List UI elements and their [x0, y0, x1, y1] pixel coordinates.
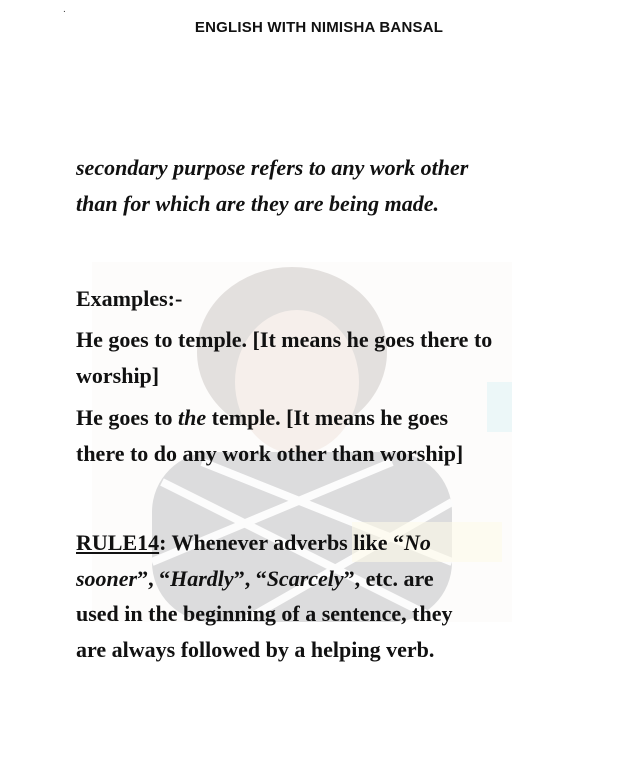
examples-heading-text: Examples:- [76, 286, 183, 311]
rule-14-word-scarcely: Scarcely [266, 565, 344, 591]
example-2-article-the: the [178, 405, 207, 430]
example-2-text-a: He goes to [76, 405, 179, 430]
rule-14-etc: ”, etc. are [343, 565, 434, 591]
rule-14-paragraph [76, 525, 452, 667]
corner-mark: . [63, 4, 66, 15]
page-header: ENGLISH WITH NIMISHA BANSAL [194, 19, 444, 36]
intro-line-1: secondary purpose refers to any work other [76, 155, 469, 180]
rule-14-line-2 [76, 561, 452, 597]
examples-heading [76, 281, 182, 317]
rule-14-line-4: are always followed by a helping verb. [76, 636, 435, 662]
example-2-line-1 [76, 400, 463, 436]
intro-line-2: than for which are they are being made. [76, 190, 440, 216]
example-1-line-1: He goes to temple. [It means he goes there to [76, 327, 493, 352]
rule-14-word-no: No [403, 530, 431, 555]
example-1-line-2: worship] [76, 362, 160, 388]
example-1 [76, 322, 492, 393]
rule-14-intro-text: : Whenever adverbs like “ [159, 530, 404, 555]
rule-14-label: RULE14 [76, 530, 160, 555]
rule-14-line-1 [76, 525, 452, 561]
rule-14-line-3: used in the beginning of a sentence, they [76, 601, 453, 626]
rule-14-quote-1: ”, “ [137, 565, 171, 591]
rule-14-word-sooner: sooner [76, 565, 138, 591]
intro-paragraph [76, 150, 468, 221]
example-2-text-b: temple. [It means he goes [206, 405, 449, 430]
example-2-line-2: there to do any work other than worship] [76, 440, 464, 466]
rule-14-word-hardly: Hardly [170, 565, 234, 591]
rule-14-quote-2: ”, “ [233, 565, 267, 591]
example-2 [76, 400, 463, 471]
